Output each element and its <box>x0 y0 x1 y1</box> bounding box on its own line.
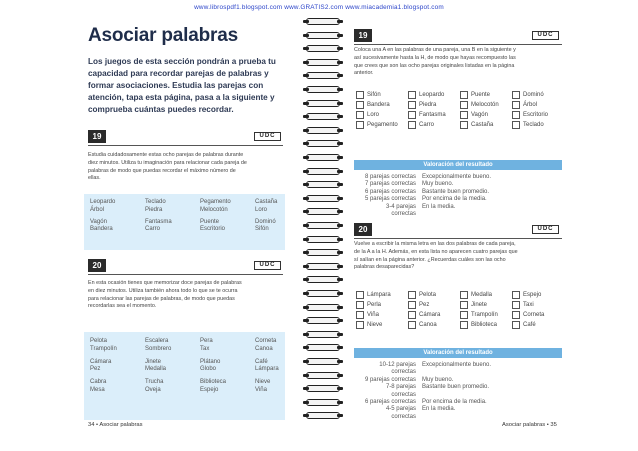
answer-checkbox[interactable] <box>408 101 416 109</box>
pair-word-first: Plátano <box>200 358 221 365</box>
spiral-ring <box>306 127 340 134</box>
word-pair <box>200 359 255 375</box>
exercise-20-id-box: UDC <box>254 261 281 270</box>
word-option[interactable] <box>356 310 408 319</box>
answer-checkbox[interactable] <box>460 321 468 329</box>
answer-checkbox[interactable] <box>356 291 364 299</box>
word-option[interactable] <box>460 300 512 309</box>
pair-word-second: Canoa <box>255 345 273 352</box>
spiral-ring <box>306 222 340 229</box>
exercise-20-number: 20 <box>88 259 106 272</box>
pair-word-second: Viña <box>255 386 267 393</box>
spiral-ring <box>306 276 340 283</box>
exercise-19-pairs <box>90 199 285 234</box>
word-option[interactable] <box>512 110 564 119</box>
word-pair <box>255 219 285 235</box>
word-option-label: Leopardo <box>419 91 445 98</box>
divider <box>88 145 283 146</box>
spiral-ring <box>306 236 340 243</box>
answer-checkbox[interactable] <box>460 111 468 119</box>
right-page <box>346 14 572 434</box>
pair-word-second: Carro <box>145 226 161 233</box>
word-pair <box>90 359 145 375</box>
exercise-19-number: 19 <box>88 130 106 143</box>
spiral-ring <box>306 45 340 52</box>
spiral-ring <box>306 385 340 392</box>
word-option-label: Melocotón <box>471 101 499 108</box>
result-score: 6 parejas correctas <box>364 399 416 406</box>
result-score: 3-4 parejas correctas <box>385 203 416 218</box>
exercise-20-description: En esta ocasión tienes que memorizar doce parejas de palabras en diez minutos. Utiliza también ahora todo lo que se te ocurra para relacionar las parejas de palabras, de modo que puedas recordarlas sea el momento. <box>88 280 242 310</box>
word-option[interactable] <box>356 110 408 119</box>
spiral-ring <box>306 304 340 311</box>
word-option-label: Jinete <box>471 301 488 308</box>
word-option-label: Dominó <box>523 91 544 98</box>
pair-word-second: Lámpara <box>255 366 279 373</box>
spiral-ring <box>306 72 340 79</box>
pair-word-first: Cámara <box>90 358 112 365</box>
spiral-ring <box>306 372 340 379</box>
word-option[interactable] <box>356 120 408 129</box>
pair-word-first: Escalera <box>145 338 169 344</box>
answer-checkbox[interactable] <box>460 301 468 309</box>
exercise-19-results <box>364 174 522 218</box>
answer-checkbox[interactable] <box>512 91 520 99</box>
word-option-label: Espejo <box>523 291 542 298</box>
pair-word-first: Café <box>255 358 268 365</box>
word-pair <box>255 379 285 395</box>
pair-word-first: Pegamento <box>200 199 231 205</box>
pair-word-second: Escritorio <box>200 226 226 233</box>
pair-word-second: Medalla <box>145 366 167 373</box>
spiral-ring <box>306 140 340 147</box>
word-option[interactable] <box>408 290 460 299</box>
spiral-ring <box>306 344 340 351</box>
word-pair <box>145 219 200 235</box>
word-pair <box>200 338 255 354</box>
word-option-label: Árbol <box>523 101 538 108</box>
spiral-ring <box>306 208 340 215</box>
left-page <box>76 14 299 434</box>
spiral-ring <box>306 317 340 324</box>
word-pair <box>145 379 200 395</box>
word-option-label: Perla <box>367 301 382 308</box>
word-option[interactable] <box>460 90 512 99</box>
spiral-ring <box>306 168 340 175</box>
result-score: 7 parejas correctas <box>364 181 416 188</box>
word-option[interactable] <box>408 110 460 119</box>
exercise-19-description: Estudia cuidadosamente estas ocho parejas de palabras durante diez minutos. Utiliza tu imaginación para relacionar cada pareja de palabras de modo que puedas recordar el máximo número de ellas. <box>88 152 247 182</box>
divider <box>354 44 562 45</box>
page-title: Asociar palabras <box>88 25 238 46</box>
pair-word-first: Puente <box>200 218 220 225</box>
word-option[interactable] <box>512 120 564 129</box>
exercise-20-number: 20 <box>354 223 372 236</box>
spiral-ring <box>306 154 340 161</box>
spiral-ring <box>306 412 340 419</box>
pair-word-first: Castaña <box>255 199 278 205</box>
spiral-ring <box>306 358 340 365</box>
word-pair <box>90 219 145 235</box>
spiral-ring <box>306 331 340 338</box>
result-rating: Bastante buen promedio. <box>422 384 490 391</box>
result-score: 4-5 parejas correctas <box>385 406 416 420</box>
exercise-19-description: Coloca una A en las palabras de una pareja, una B en la siguiente y así sucesivamente hasta la H, de modo que hayas recompuesto las que crees que son las ocho parejas originales listadas en la página anterior. <box>354 47 516 77</box>
answer-checkbox[interactable] <box>512 111 520 119</box>
pair-word-second: Sifón <box>255 226 269 233</box>
answer-checkbox[interactable] <box>512 321 520 329</box>
spiral-ring <box>306 32 340 39</box>
word-option-label: Viña <box>367 311 379 318</box>
exercise-20-id-box: UDC <box>532 225 559 234</box>
answer-checkbox[interactable] <box>408 321 416 329</box>
word-option[interactable] <box>512 310 564 319</box>
word-option-label: Cámara <box>419 311 441 318</box>
word-option[interactable] <box>460 290 512 299</box>
word-pair <box>90 199 145 215</box>
spiral-ring <box>306 249 340 256</box>
word-option[interactable] <box>408 90 460 99</box>
result-rating: Excepcionalmente bueno. <box>422 362 492 368</box>
exercise-19-word-checklist <box>356 90 566 129</box>
answer-checkbox[interactable] <box>512 301 520 309</box>
word-pair <box>145 338 200 354</box>
pair-word-first: Dominó <box>255 218 276 225</box>
result-rating: En la media. <box>422 203 456 210</box>
answer-checkbox[interactable] <box>356 301 364 309</box>
word-option-label: Bandera <box>367 101 390 108</box>
word-option[interactable] <box>512 320 564 329</box>
word-option[interactable] <box>512 290 564 299</box>
spiral-ring <box>306 18 340 25</box>
word-pair <box>200 219 255 235</box>
pair-word-first: Pera <box>200 338 213 344</box>
answer-checkbox[interactable] <box>408 91 416 99</box>
pair-word-second: Mesa <box>90 386 105 393</box>
word-option-label: Corneta <box>523 311 545 318</box>
pair-word-first: Vagón <box>90 218 107 225</box>
pair-word-second: Sombrero <box>145 345 172 352</box>
result-score: 6 parejas correctas <box>364 188 416 195</box>
word-option-label: Canoa <box>419 321 437 328</box>
exercise-20-pairs <box>90 338 285 395</box>
word-option-label: Escritorio <box>523 111 549 118</box>
pair-word-first: Leopardo <box>90 199 116 205</box>
word-option-label: Trampolín <box>471 311 498 318</box>
pair-word-second: Piedra <box>145 206 163 213</box>
pair-word-first: Cabra <box>90 379 107 386</box>
word-option-label: Pez <box>419 301 430 308</box>
page-footer: 34 • Asociar palabras <box>88 422 143 428</box>
answer-checkbox[interactable] <box>512 101 520 109</box>
pair-word-first: Trucha <box>145 379 164 386</box>
spiral-ring <box>306 100 340 107</box>
word-option-label: Fantasma <box>419 111 446 118</box>
answer-checkbox[interactable] <box>460 91 468 99</box>
answer-checkbox[interactable] <box>356 311 364 319</box>
word-option-label: Teclado <box>523 121 544 128</box>
answer-checkbox[interactable] <box>408 311 416 319</box>
result-rating: Excepcionalmente bueno. <box>422 174 492 180</box>
word-option[interactable] <box>460 320 512 329</box>
word-option[interactable] <box>512 100 564 109</box>
answer-checkbox[interactable] <box>356 111 364 119</box>
word-option[interactable] <box>408 300 460 309</box>
result-rating: Por encima de la media. <box>422 399 487 406</box>
pair-word-second: Bandera <box>90 226 113 233</box>
answer-checkbox[interactable] <box>408 121 416 129</box>
pair-word-first: Pelota <box>90 338 108 344</box>
word-option-label: Carro <box>419 121 435 128</box>
word-option-label: Puente <box>471 91 491 98</box>
word-option[interactable] <box>460 110 512 119</box>
pair-word-first: Teclado <box>145 199 166 205</box>
exercise-20-word-checklist <box>356 290 566 329</box>
word-option-label: Lámpara <box>367 291 391 298</box>
result-score: 9 parejas correctas <box>364 376 416 383</box>
answer-checkbox[interactable] <box>408 111 416 119</box>
word-option-label: Biblioteca <box>471 321 498 328</box>
exercise-19-id-box: UDC <box>532 31 559 40</box>
pair-word-first: Corneta <box>255 338 277 344</box>
pair-word-first: Biblioteca <box>200 379 227 386</box>
answer-checkbox[interactable] <box>512 121 520 129</box>
word-option[interactable] <box>356 100 408 109</box>
word-pair <box>145 199 200 215</box>
word-option-label: Pegamento <box>367 121 398 128</box>
pair-word-second: Globo <box>200 366 217 373</box>
word-pair <box>145 359 200 375</box>
answer-checkbox[interactable] <box>356 101 364 109</box>
word-option[interactable] <box>460 100 512 109</box>
word-option-label: Vagón <box>471 111 488 118</box>
pair-word-second: Melocotón <box>200 206 228 213</box>
answer-checkbox[interactable] <box>512 311 520 319</box>
word-option-label: Pelota <box>419 291 437 298</box>
pair-word-second: Pez <box>90 366 101 373</box>
answer-checkbox[interactable] <box>408 291 416 299</box>
header-urls: www.librospdf1.blogspot.com www.GRATIS2.com www.miacademia1.blogspot.com <box>194 4 444 11</box>
result-rating: En la media. <box>422 406 456 413</box>
pair-word-second: Oveja <box>145 386 161 393</box>
word-option-label: Taxi <box>523 301 534 308</box>
result-score: 7-8 parejas correctas <box>385 384 416 398</box>
word-option[interactable] <box>408 100 460 109</box>
result-score: 5 parejas correctas <box>364 196 416 203</box>
result-header: Valoración del resultado <box>354 348 562 358</box>
answer-checkbox[interactable] <box>512 291 520 299</box>
pair-word-first: Jinete <box>145 358 162 365</box>
answer-checkbox[interactable] <box>460 291 468 299</box>
word-option-label: Castaña <box>471 121 494 128</box>
word-option-label: Piedra <box>419 101 437 108</box>
spiral-ring <box>306 181 340 188</box>
answer-checkbox[interactable] <box>356 91 364 99</box>
word-option[interactable] <box>408 320 460 329</box>
spiral-ring <box>306 263 340 270</box>
spiral-ring <box>306 59 340 66</box>
word-option[interactable] <box>460 120 512 129</box>
word-option-label: Loro <box>367 111 380 118</box>
result-header: Valoración del resultado <box>354 160 562 170</box>
answer-checkbox[interactable] <box>460 311 468 319</box>
pair-word-second: Espejo <box>200 386 219 393</box>
divider <box>354 238 562 239</box>
result-score: 10-12 parejas correctas <box>379 362 416 376</box>
word-pair <box>255 199 285 215</box>
answer-checkbox[interactable] <box>460 121 468 129</box>
word-option[interactable] <box>512 300 564 309</box>
spiral-ring <box>306 290 340 297</box>
word-option-label: Café <box>523 321 536 328</box>
exercise-19-number: 19 <box>354 29 372 42</box>
pair-word-second: Trampolín <box>90 345 117 352</box>
spiral-ring <box>306 113 340 120</box>
pair-word-first: Nieve <box>255 379 271 386</box>
divider <box>88 274 283 275</box>
exercise-19-id-box: UDC <box>254 132 281 141</box>
spiral-ring <box>306 399 340 406</box>
pair-word-first: Fantasma <box>145 218 172 225</box>
result-rating: Muy bueno. <box>422 181 454 188</box>
result-rating: Bastante buen promedio. <box>422 188 490 195</box>
result-rating: Por encima de la media. <box>422 196 487 203</box>
word-option-label: Nieve <box>367 321 383 328</box>
word-pair <box>90 379 145 395</box>
word-option[interactable] <box>356 300 408 309</box>
word-option[interactable] <box>356 290 408 299</box>
exercise-20-results <box>364 362 522 421</box>
answer-checkbox[interactable] <box>408 301 416 309</box>
pair-word-second: Tax <box>200 345 210 352</box>
word-option[interactable] <box>460 310 512 319</box>
result-score: 8 parejas correctas <box>364 174 416 180</box>
word-option[interactable] <box>408 310 460 319</box>
word-pair <box>255 359 285 375</box>
word-option-label: Sifón <box>367 91 381 98</box>
word-pair <box>255 338 285 354</box>
answer-checkbox[interactable] <box>460 101 468 109</box>
word-option[interactable] <box>408 120 460 129</box>
pair-word-second: Loro <box>255 206 268 213</box>
page-footer: Asociar palabras • 35 <box>502 422 557 428</box>
spiral-ring <box>306 86 340 93</box>
word-pair <box>90 338 145 354</box>
word-pair <box>200 199 255 215</box>
word-option[interactable] <box>356 320 408 329</box>
word-option[interactable] <box>512 90 564 99</box>
spiral-ring <box>306 195 340 202</box>
result-rating: Muy bueno. <box>422 376 454 383</box>
intro-text: Los juegos de esta sección pondrán a prueba tu capacidad para recordar parejas de palabras y formar asociaciones. Estudia las parejas con atención, tapa esta página, pasa a la siguiente y comprueba cuántas puedes recordar. <box>88 57 276 114</box>
word-pair <box>200 379 255 395</box>
exercise-20-description: Vuelve a escribir la misma letra en las dos palabras de cada pareja, de la A a la H. Además, en esta lista no aparecen cuatro parejas que sí salían en la página anterior. ¿Recuerdas cuáles son las ocho palabras desaparecidas? <box>354 241 518 271</box>
spiral-binding <box>300 18 346 428</box>
word-option-label: Medalla <box>471 291 493 298</box>
pair-word-second: Árbol <box>90 206 105 213</box>
answer-checkbox[interactable] <box>356 321 364 329</box>
word-option[interactable] <box>356 90 408 99</box>
answer-checkbox[interactable] <box>356 121 364 129</box>
